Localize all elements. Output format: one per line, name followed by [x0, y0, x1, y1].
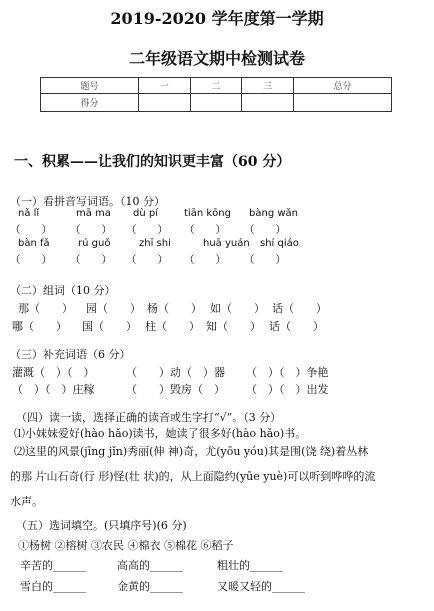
- idiom-blank[interactable]: （ ）（ ）出发: [246, 383, 329, 396]
- word-blank[interactable]: 国（ ）: [82, 320, 137, 333]
- idiom-blank[interactable]: （ ）（ ）庄稼: [12, 383, 95, 396]
- question-title: （五）选词填空。(只填序号)(6 分): [16, 519, 187, 532]
- score-cell: 得分: [41, 94, 139, 112]
- word-blank[interactable]: 柱（ ）: [145, 320, 200, 333]
- score-cell: 题号: [41, 78, 139, 94]
- answer-blank[interactable]: （ ）: [126, 224, 168, 236]
- score-cell: 二: [190, 78, 242, 94]
- pinyin: nǎ lǐ: [18, 208, 40, 219]
- idiom-blank[interactable]: （ ）毁房（ ）: [126, 383, 225, 396]
- idiom-blank[interactable]: 灌溉（ ）（ ）: [12, 366, 95, 379]
- score-cell: 总分: [293, 78, 391, 94]
- pinyin: bàng wǎn: [249, 208, 298, 219]
- word-row: [0, 318, 434, 333]
- word-blank[interactable]: 哪（ ）: [12, 320, 67, 333]
- section-title: 一、积累——让我们的知识更丰富（60 分）: [14, 154, 291, 170]
- fill-blank[interactable]: 辛苦的______: [20, 559, 86, 572]
- idiom-blank[interactable]: （ ）（ ）争艳: [246, 366, 329, 379]
- pinyin-row: [0, 238, 434, 252]
- answer-row: [0, 252, 434, 266]
- answer-blank[interactable]: （ ）: [10, 224, 52, 236]
- fill-blank[interactable]: 雪白的______: [20, 580, 86, 593]
- answer-blank[interactable]: （ ）: [70, 224, 112, 236]
- pinyin: mā ma: [76, 208, 111, 219]
- score-table-header-row: [41, 78, 392, 94]
- answer-blank[interactable]: （ ）: [184, 254, 226, 266]
- pinyin: zhī shi: [139, 238, 171, 249]
- answer-blank[interactable]: （ ）: [244, 254, 286, 266]
- idiom-row: [0, 381, 434, 396]
- score-input-cell[interactable]: [139, 94, 191, 112]
- question-title: （三）补充词语（6 分）: [10, 348, 131, 361]
- fill-blank[interactable]: 高高的______: [117, 559, 183, 572]
- idiom-row: [0, 364, 434, 379]
- exam-title: 二年级语文期中检测试卷: [128, 49, 305, 68]
- pinyin: shí qiáo: [260, 238, 299, 249]
- score-table-score-row: [41, 94, 392, 112]
- question-sentence: ⑵这里的风景(jīng jǐn)秀丽(伸 神)奇，尤(yōu yóu)其是围(饶 绕)着丛林: [14, 445, 369, 458]
- fill-blank[interactable]: 粗壮的______: [217, 559, 283, 572]
- word-blank[interactable]: 知（ ）: [206, 320, 261, 333]
- question-sentence: 的那 片山石奇(行 形)怪(壮 状)的，从上面隐约(yūe yuè)可以听到哗哗的流: [10, 470, 376, 483]
- pinyin: bàn fǎ: [18, 238, 50, 249]
- pinyin: dù pí: [133, 208, 158, 219]
- fill-row: [0, 578, 434, 593]
- word-blank[interactable]: 园（ ）: [86, 302, 141, 315]
- fill-blank[interactable]: 金黄的______: [117, 580, 183, 593]
- question-sentence: 水声。: [10, 495, 43, 508]
- pinyin: tiān kōng: [184, 208, 231, 219]
- score-cell: 三: [242, 78, 294, 94]
- pinyin: huā yuán: [203, 238, 250, 249]
- word-blank[interactable]: 那（ ）: [18, 302, 73, 315]
- score-table: [40, 77, 392, 112]
- answer-blank[interactable]: （ ）: [126, 254, 168, 266]
- score-cell: 一: [139, 78, 191, 94]
- idiom-blank[interactable]: （ ）动（ ）器: [126, 366, 225, 379]
- pinyin: rú guǒ: [78, 238, 111, 249]
- word-blank[interactable]: 如（ ）: [210, 302, 265, 315]
- fill-row: [0, 557, 434, 572]
- answer-row: [0, 222, 434, 236]
- answer-blank[interactable]: （ ）: [244, 224, 286, 236]
- answer-blank[interactable]: （ ）: [70, 254, 112, 266]
- question-title: （四）读一读，选择正确的读音或生字打“√”。（3 分）: [16, 411, 282, 424]
- word-blank[interactable]: 杨（ ）: [147, 302, 202, 315]
- pinyin-row: [0, 208, 434, 222]
- score-input-cell[interactable]: [190, 94, 242, 112]
- word-row: [0, 300, 434, 315]
- exam-year-title: 2019-2020 学年度第一学期: [110, 9, 324, 28]
- word-options: ①杨树 ②榕树 ③农民 ④棉衣 ⑤棉花 ⑥稻子: [18, 539, 234, 552]
- score-input-cell[interactable]: [242, 94, 294, 112]
- fill-blank[interactable]: 又暖又轻的______: [217, 580, 305, 593]
- answer-blank[interactable]: （ ）: [10, 254, 52, 266]
- word-blank[interactable]: 话（ ）: [272, 302, 327, 315]
- question-sentence: ⑴小妹妹爱好(hào hǎo)读书，她读了很多好(hào hǎo)书。: [14, 427, 307, 440]
- score-input-cell[interactable]: [293, 94, 391, 112]
- word-blank[interactable]: 话（ ）: [269, 320, 324, 333]
- question-title: （一）看拼音写词语。（10 分）: [10, 195, 165, 208]
- answer-blank[interactable]: （ ）: [184, 224, 226, 236]
- question-title: （二）组词（10 分）: [10, 284, 116, 297]
